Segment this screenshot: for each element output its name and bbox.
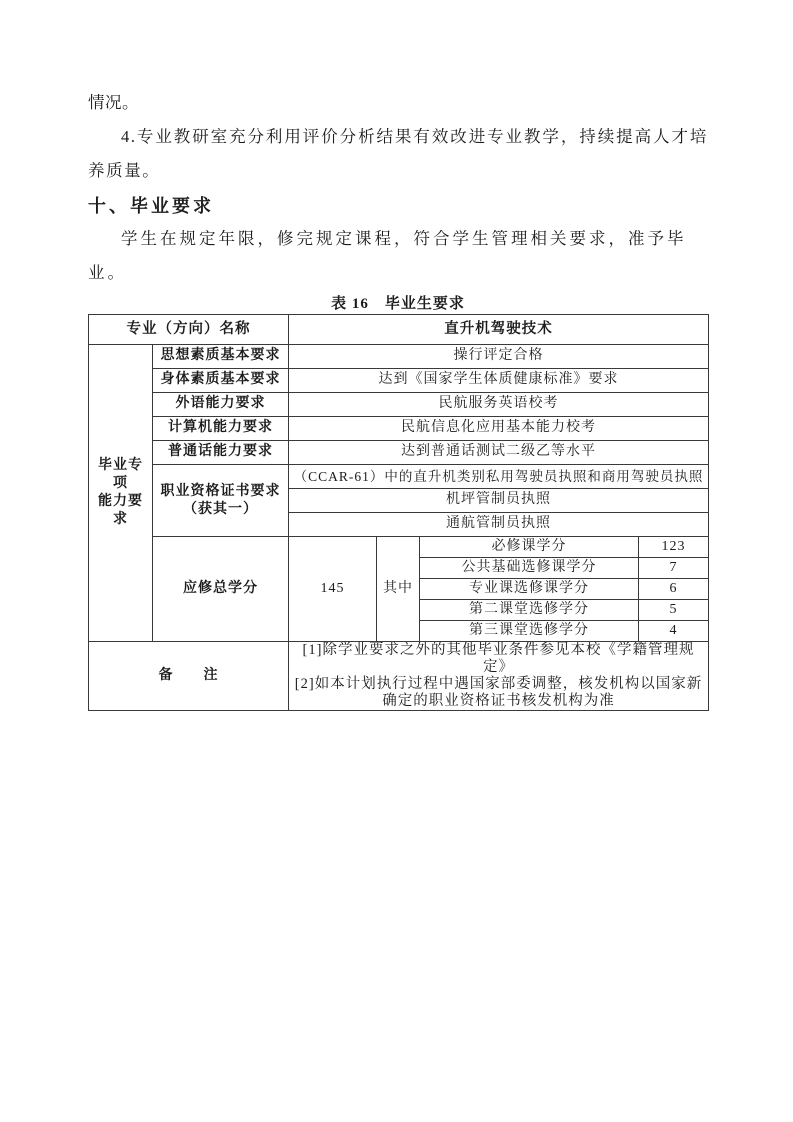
group-label-cell: 毕业专项 能力要求 <box>89 345 153 642</box>
credit-item-name-cell: 公共基础选修课学分 <box>420 558 639 579</box>
requirement-label-cell: 身体素质基本要求 <box>153 369 289 393</box>
certificate-option-cell: 通航管制员执照 <box>289 513 709 537</box>
requirement-label-cell: 思想素质基本要求 <box>153 345 289 369</box>
table-row <box>89 369 709 393</box>
page-content <box>88 0 708 711</box>
credits-total-cell: 145 <box>289 537 377 642</box>
table-row <box>89 315 709 345</box>
credits-label-cell: 应修总学分 <box>153 537 289 642</box>
certificate-option-cell: 机坪管制员执照 <box>289 489 709 513</box>
paragraph-graduation-rule: 学生在规定年限，修完规定课程，符合学生管理相关要求，准予毕业。 <box>88 229 687 282</box>
credit-item-value-cell: 4 <box>639 621 709 642</box>
credit-item-value-cell: 7 <box>639 558 709 579</box>
certificate-label-cell: 职业资格证书要求 （获其一） <box>153 465 289 537</box>
table-row <box>89 642 709 711</box>
section-heading-graduation-requirements: 十、毕业要求 <box>88 196 214 216</box>
table-row <box>89 345 709 369</box>
remark-line-2: [2]如本计划执行过程中遇国家部委调整，核发机构以国家新确定的职业资格证书核发机构为准 <box>294 676 703 709</box>
credit-item-name-cell: 第三课堂选修学分 <box>420 621 639 642</box>
paragraph-continuation: 情况。 <box>88 93 139 112</box>
requirement-value-cell: 达到普通话测试二级乙等水平 <box>289 441 709 465</box>
table-row <box>89 441 709 465</box>
requirement-value-cell: 民航服务英语校考 <box>289 393 709 417</box>
major-name-label-cell: 专业（方向）名称 <box>89 315 289 345</box>
requirement-label-cell: 计算机能力要求 <box>153 417 289 441</box>
credit-item-value-cell: 123 <box>639 537 709 558</box>
table-row <box>89 537 709 558</box>
certificate-option-cell: （CCAR-61）中的直升机类别私用驾驶员执照和商用驾驶员执照 <box>289 465 709 489</box>
requirement-label-cell: 普通话能力要求 <box>153 441 289 465</box>
credit-item-name-cell: 专业课选修课学分 <box>420 579 639 600</box>
credit-item-name-cell: 第二课堂选修学分 <box>420 600 639 621</box>
graduation-requirements-table <box>88 314 709 711</box>
table-row <box>89 393 709 417</box>
paragraph-item4: 4.专业教研室充分利用评价分析结果有效改进专业教学，持续提高人才培养质量。 <box>88 127 708 180</box>
credit-item-value-cell: 5 <box>639 600 709 621</box>
table-row <box>89 417 709 441</box>
credit-item-value-cell: 6 <box>639 579 709 600</box>
requirement-value-cell: 民航信息化应用基本能力校考 <box>289 417 709 441</box>
requirement-value-cell: 达到《国家学生体质健康标准》要求 <box>289 369 709 393</box>
remark-content-cell <box>289 642 709 711</box>
table-caption: 表 16 毕业生要求 <box>331 296 465 312</box>
requirement-label-cell: 外语能力要求 <box>153 393 289 417</box>
table-row <box>89 465 709 489</box>
remark-line-1: [1]除学业要求之外的其他毕业条件参见本校《学籍管理规定》 <box>302 642 695 675</box>
credits-among-cell: 其中 <box>377 537 420 642</box>
remark-label-cell: 备 注 <box>89 642 289 711</box>
requirement-value-cell: 操行评定合格 <box>289 345 709 369</box>
credit-item-name-cell: 必修课学分 <box>420 537 639 558</box>
major-name-value-cell: 直升机驾驶技术 <box>289 315 709 345</box>
